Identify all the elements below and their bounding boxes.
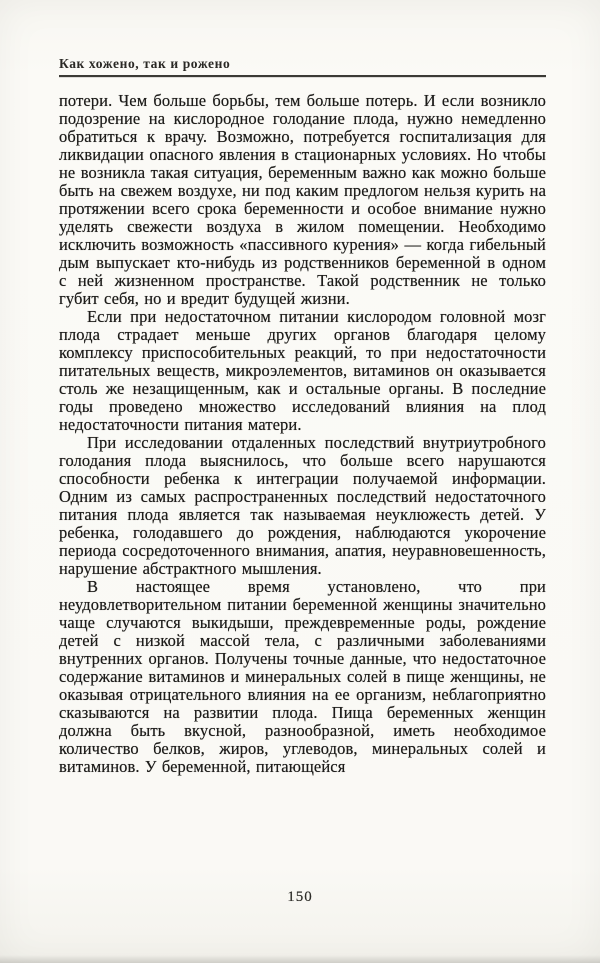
paragraph-continuation: потери. Чем больше борьбы, тем больше потерь. И если возникло подозрение на кислородное голодание плода, нужно немедленно обратиться к врачу. Возможно, потребуется госпитализация для ликвидации опасного явления в стационарных условиях. Но чтобы не возникла такая ситуация, беременным важно как можно больше быть на свежем воздухе, ни под каким предлогом нельзя курить на протяжении всего срока беременности и особое внимание нужно уделять свежести воздуха в жилом помещении. Необходимо исключить возможность «пассивного курения» — когда гибельный дым выпускает кто-нибудь из родственников беременной в одном с ней жизненном пространстве. Такой родственник не только губит себя, но и вредит будущей жизни. xyxy=(59,91,546,308)
scan-edge-shadow xyxy=(0,955,600,963)
paragraph: При исследовании отдаленных последствий внутриутробного голодания плода выяснилось, что больше всего нарушаются способности ребенка к интеграции получаемой информации. Одним из самых распространенных последствий недостаточного питания плода является так называемая неуклюжесть детей. У ребенка, голодавшего до рождения, наблюдаются укорочение периода сосредоточенного внимания, апатия, неуравновешенность, нарушение абстрактного мышления. xyxy=(59,433,546,578)
header-rule xyxy=(59,75,546,77)
paragraph: Если при недостаточном питании кислородом головной мозг плода страдает меньше других органов благодаря целому комплексу приспособительных реакций, то при недостаточности питательных веществ, микроэлементов, витаминов он оказывается столь же незащищенным, как и остальные органы. В последние годы проведено множество исследований влияния на плод недостаточности питания матери. xyxy=(59,307,546,434)
page-content xyxy=(59,56,546,776)
running-header: Как хожено, так и рожено xyxy=(59,56,231,71)
paragraph: В настоящее время установлено, что при неудовлетворительном питании беременной женщины значительно чаще случаются выкидыши, преждевременные роды, рождение детей с низкой массой тела, с различными заболеваниями внутренних органов. Получены точные данные, что недостаточное содержание витаминов и минеральных солей в пище женщины, не оказывая отрицательного влияния на ее организм, неблагоприятно сказываются на развитии плода. Пища беременных женщин должна быть вкусной, разнообразной, иметь необходимое количество белков, жиров, углеводов, минеральных солей и витаминов. У беременной, питающейся xyxy=(59,577,546,776)
body-text xyxy=(59,92,546,776)
page-number: 150 xyxy=(287,889,313,905)
